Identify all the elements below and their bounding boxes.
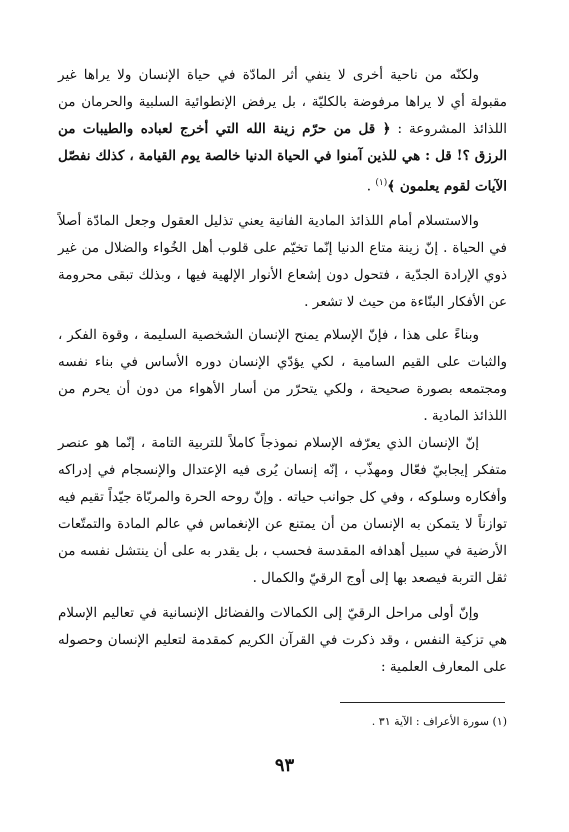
paragraph-2-text: والاستسلام أمام اللذائذ المادية الفانية يعني تذليل العقول وجعل المادّة أصلاً في الحياة . إنّ زينة متاع الدنيا إنّما تخيّم على قلوب أهل الخُواء والضلال من غير ذوي الإرادة الجدّية ، فتحول دون إشعاع الأنوار الإلهية فيها ، وبذلك تبقى محرومة عن الأفكار البنّاءة من حيث لا تشعر .: [58, 213, 507, 310]
paragraph-3: [58, 322, 507, 430]
paragraph-1-end: .: [366, 178, 376, 195]
quran-verse: ﴿ قل من حرّم زينة الله التي أخرج لعباده والطيبات من الرزق ؟! قل : هي للذين آمنوا في الحياة الدنيا خالصة يوم القيامة ، كذلك نفصّل الآيات لقوم يعلمون ﴾: [58, 121, 507, 195]
paragraph-4-text: إنّ الإنسان الذي يعرّفه الإسلام نموذجاً كاملاً للتربية التامة ، إنّما هو عنصر متفكر إيجابيّ فعّال ومهذّب ، إنّه إنسان يُرى فيه الإعتدال والإنسجام في إدراكه وأفكاره وسلوكه ، وفي كل جوانب حياته . وإنّ روحه الحرة والمربّاة جيّداً تقيم فيه توازناً لا يتمكن به الإنسان من أن يمتنع عن الإنغماس في عالم المادة والتمتّعات الأرضية في سبيل أهدافه المقدسة فحسب ، بل يقدر به على أن ينتشل نفسه من ثقل التربة فيصعد بها إلى أوج الرقيّ والكمال .: [58, 435, 507, 586]
footnote-divider: [340, 702, 505, 703]
paragraph-5: [58, 600, 507, 681]
footnote: (١) سورة الأعراف : الآية ٣١ .: [371, 715, 507, 728]
page-number: ٩٣: [274, 755, 295, 776]
paragraph-1-text: ولكنّه من ناحية أخرى لا ينفي أثر المادّة في حياة الإنسان ولا يراها غير مقبولة أي لا يراها مرفوضة بالكليّة ، بل يرفض الإنطوائية السلبية والحرمان من اللذائذ المشروعة :: [58, 67, 507, 137]
paragraph-3-text: وبناءً على هذا ، فإنّ الإسلام يمنح الإنسان الشخصية السليمة ، وقوة الفكر ، والثبات على القيم السامية ، لكي يؤدّي الإنسان دوره الأساس في بناء نفسه ومجتمعه بصورة صحيحة ، ولكي يتحرّر من أسار الأهواء من دون أن يحرم من اللذائذ المادية .: [58, 327, 507, 424]
footnote-marker: (١): [375, 178, 388, 188]
paragraph-5-text: وإنّ أولى مراحل الرقيّ إلى الكمالات والفضائل الإنسانية في تعاليم الإسلام هي تزكية النفس ، وقد ذكرت في القرآن الكريم كمقدمة لتعليم الإنسان وحصوله على المعارف العلمية :: [58, 605, 507, 675]
paragraph-1: [58, 62, 507, 201]
paragraph-4: [58, 430, 507, 592]
paragraph-2: [58, 208, 507, 316]
